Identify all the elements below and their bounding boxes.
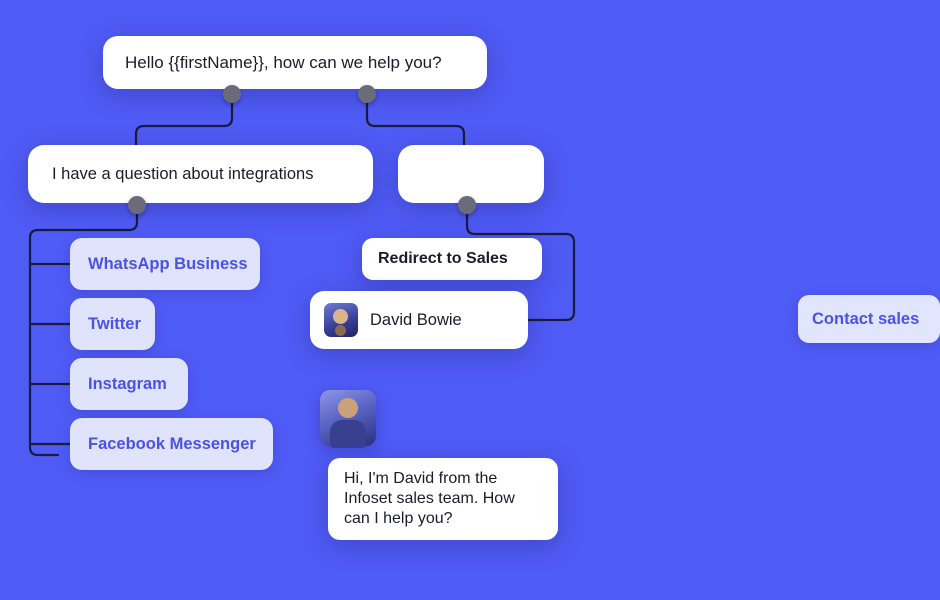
connector-dot-branch-a[interactable]	[128, 196, 146, 214]
connector-dot-root-left[interactable]	[223, 85, 241, 103]
chip-instagram[interactable]	[70, 358, 188, 410]
branch-node-integrations[interactable]	[28, 145, 373, 203]
redirect-to-sales-node[interactable]	[362, 238, 542, 280]
chip-whatsapp-business[interactable]	[70, 238, 260, 290]
chip-label-whatsapp-business: WhatsApp Business	[88, 254, 248, 273]
chip-label-instagram: Instagram	[88, 374, 167, 393]
branch-label-integrations: I have a question about integrations	[52, 164, 314, 183]
connector-dot-root-right[interactable]	[358, 85, 376, 103]
root-message-node[interactable]	[103, 36, 487, 89]
redirect-to-sales-label: Redirect to Sales	[378, 250, 508, 267]
agent-name-label: David Bowie	[370, 310, 462, 329]
chip-label-twitter: Twitter	[88, 314, 141, 333]
david-avatar-icon	[320, 390, 376, 446]
root-message-label: Hello {{firstName}}, how can we help you?	[125, 52, 442, 72]
connector-dot-branch-b[interactable]	[458, 196, 476, 214]
agent-node[interactable]	[310, 291, 528, 349]
chat-message-text: Hi, I'm David from the Infoset sales team. How can I help you?	[344, 470, 515, 527]
agent-avatar-icon	[324, 303, 358, 337]
chip-label-facebook-messenger: Facebook Messenger	[88, 434, 256, 453]
chip-label-contact-sales: Contact sales	[812, 309, 920, 328]
chat-message-bubble	[328, 458, 558, 540]
chip-facebook-messenger[interactable]	[70, 418, 273, 470]
chip-twitter[interactable]	[70, 298, 155, 350]
chip-contact-sales[interactable]	[798, 295, 940, 343]
